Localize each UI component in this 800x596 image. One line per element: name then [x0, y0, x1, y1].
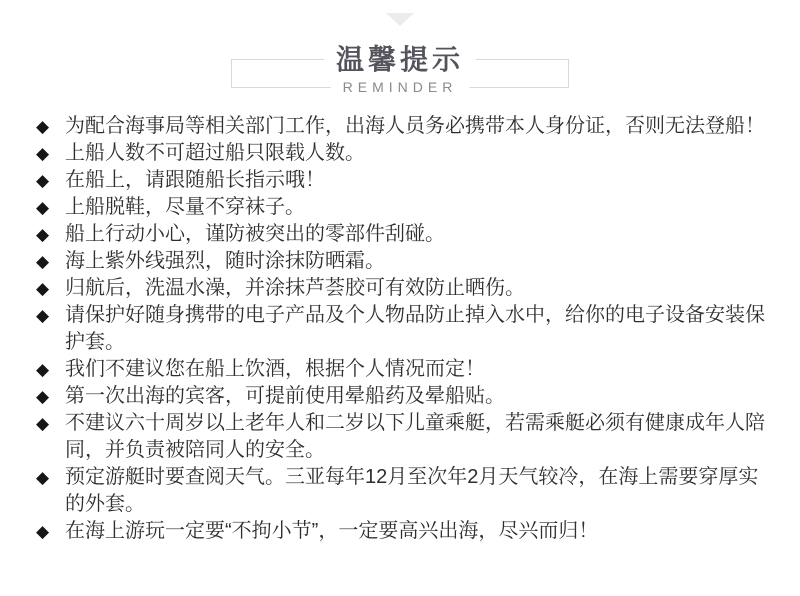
page-title: 温馨提示 — [324, 45, 476, 75]
list-item — [36, 248, 775, 275]
diamond-bullet-icon: ◆ — [36, 144, 50, 163]
diamond-bullet-icon: ◆ — [36, 360, 50, 379]
tip-text: 为配合海事局等相关部门工作，出海人员务必携带本人身份证，否则无法登船！ — [65, 115, 765, 137]
tip-text: 在船上，请跟随船长指示哦！ — [65, 169, 325, 191]
diamond-bullet-icon: ◆ — [36, 522, 50, 541]
list-item — [36, 140, 775, 167]
list-item — [36, 194, 775, 221]
diamond-bullet-icon: ◆ — [36, 117, 50, 136]
list-item — [36, 221, 775, 248]
diamond-bullet-icon: ◆ — [36, 198, 50, 217]
tip-text: 在海上游玩一定要“不拘小节”，一定要高兴出海，尽兴而归！ — [65, 520, 599, 542]
diamond-bullet-icon: ◆ — [36, 252, 50, 271]
list-item — [36, 356, 775, 383]
tip-text: 船上行动小心，谨防被突出的零部件刮碰。 — [65, 223, 445, 245]
page-subtitle: REMINDER — [331, 78, 470, 97]
list-item — [36, 464, 775, 518]
tips-list — [36, 113, 775, 545]
list-item — [36, 113, 775, 140]
diamond-bullet-icon: ◆ — [36, 468, 50, 487]
header-title-box — [231, 44, 569, 95]
tip-text: 预定游艇时要查阅天气。三亚每年12月至次年2月天气较冷，在海上需要穿厚实的外套。 — [65, 466, 759, 515]
tip-text: 归航后，洗温水澡，并涂抹芦荟胶可有效防止晒伤。 — [65, 277, 525, 299]
list-item — [36, 167, 775, 194]
tip-text: 请保护好随身携带的电子产品及个人物品防止掉入水中，给你的电子设备安装保护套。 — [65, 304, 765, 353]
list-item — [36, 410, 775, 464]
tip-text: 我们不建议您在船上饮酒，根据个人情况而定！ — [65, 358, 485, 380]
diamond-bullet-icon: ◆ — [36, 387, 50, 406]
reminder-header — [0, 13, 800, 95]
diamond-bullet-icon: ◆ — [36, 171, 50, 190]
diamond-bullet-icon: ◆ — [36, 414, 50, 433]
tip-text: 海上紫外线强烈，随时涂抹防晒霜。 — [65, 250, 385, 272]
tip-text: 上船人数不可超过船只限载人数。 — [65, 142, 365, 164]
tip-text: 不建议六十周岁以上老年人和二岁以下儿童乘艇，若需乘艇必须有健康成年人陪同，并负责被陪同人的安全。 — [65, 412, 765, 461]
list-item — [36, 383, 775, 410]
diamond-bullet-icon: ◆ — [36, 279, 50, 298]
diamond-bullet-icon: ◆ — [36, 306, 50, 325]
diamond-bullet-icon: ◆ — [36, 225, 50, 244]
tip-text: 第一次出海的宾客，可提前使用晕船药及晕船贴。 — [65, 385, 505, 407]
list-item — [36, 302, 775, 356]
triangle-down-icon — [386, 13, 414, 26]
list-item — [36, 275, 775, 302]
tip-text: 上船脱鞋，尽量不穿袜子。 — [65, 196, 305, 218]
list-item — [36, 518, 775, 545]
